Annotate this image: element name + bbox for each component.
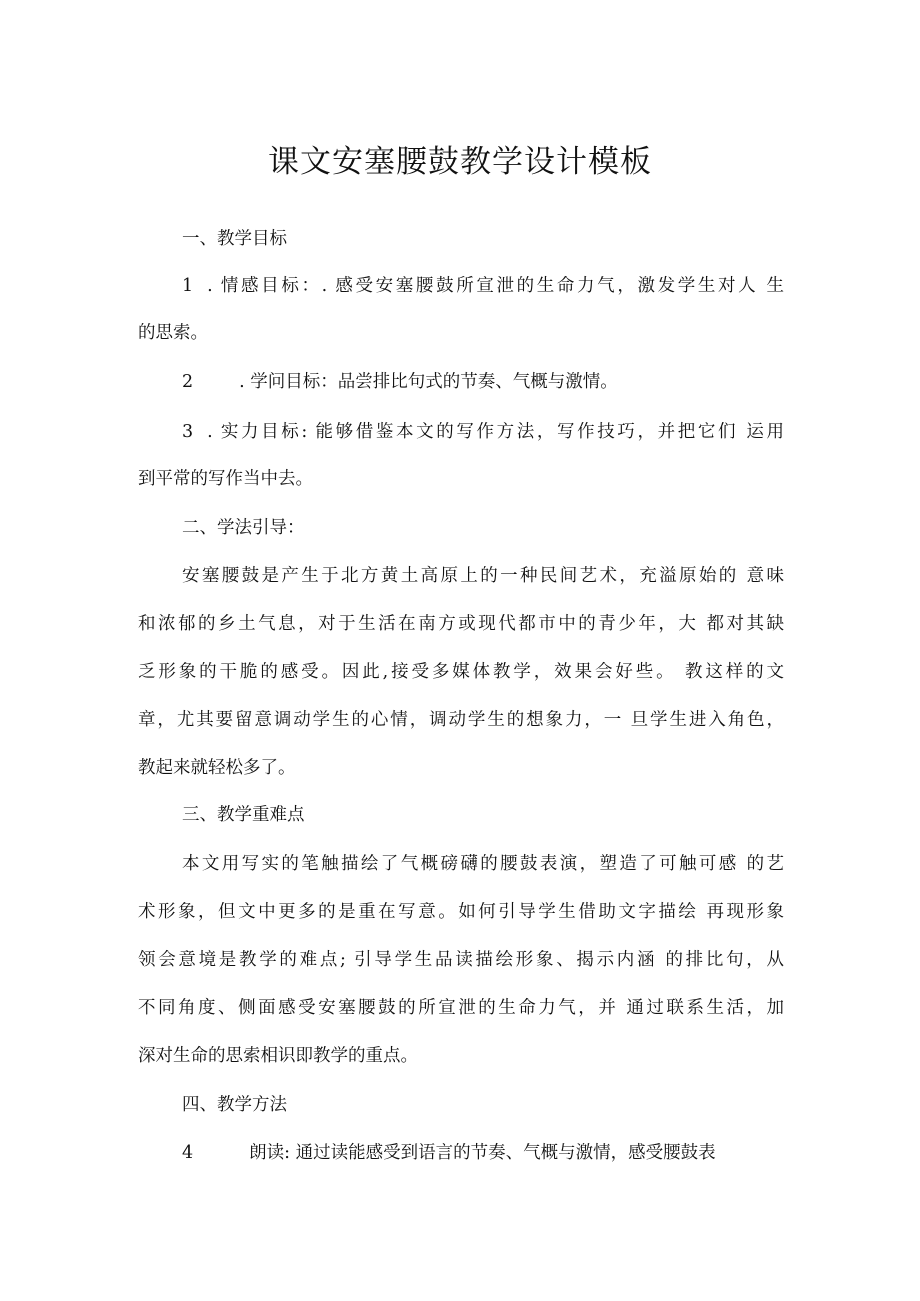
objective-item-2 bbox=[182, 368, 618, 396]
objective-item-3 bbox=[182, 418, 784, 446]
objective-item-1 bbox=[182, 272, 784, 300]
teaching-method-item-4 bbox=[182, 1139, 716, 1167]
study-method-paragraph-line: 和浓郁的乡土气息，对于生活在南方或现代都市中的青少年，大 都对其缺 bbox=[138, 614, 784, 634]
item-text: . 情感目标：. 感受安塞腰鼓所宣泄的生命力气，激发学生对人 生 bbox=[207, 276, 784, 296]
item-number: 3 bbox=[182, 422, 194, 442]
study-method-paragraph-line: 教起来就轻松多了。 bbox=[138, 758, 296, 778]
key-points-paragraph-line: 领会意境是教学的难点; 引导学生品读描绘形象、揭示内涵 的排比句，从 bbox=[138, 950, 784, 970]
key-points-paragraph-line: 本文用写实的笔触描绘了气概磅礴的腰鼓表演，塑造了可触可感 的艺 bbox=[182, 854, 784, 874]
key-points-paragraph-line: 深对生命的思索相识即教学的重点。 bbox=[138, 1046, 418, 1066]
section-heading-objectives: 一、教学目标 bbox=[182, 229, 287, 249]
item-number: 4 bbox=[182, 1143, 194, 1163]
key-points-paragraph-line: 术形象，但文中更多的是重在写意。如何引导学生借助文字描绘 再现形象 bbox=[138, 902, 784, 922]
section-heading-study-method: 二、学法引导： bbox=[182, 518, 305, 538]
section-heading-teaching-method: 四、教学方法 bbox=[182, 1095, 287, 1115]
item-text: 朗读: 通过读能感受到语言的节奏、气概与激情，感受腰鼓表 bbox=[249, 1143, 716, 1163]
item-number: 2 bbox=[182, 372, 194, 392]
study-method-paragraph-line: 乏形象的干脆的感受。因此,接受多媒体教学，效果会好些。 教这样的文 bbox=[138, 662, 784, 682]
item-number: 1 bbox=[182, 276, 194, 296]
study-method-paragraph-line: 章，尤其要留意调动学生的心情，调动学生的想象力，一 旦学生进入角色， bbox=[138, 710, 784, 730]
item-text: . 实力目标: 能够借鉴本文的写作方法，写作技巧，并把它们 运用 bbox=[207, 422, 784, 442]
page-title: 课文安塞腰鼓教学设计模板 bbox=[268, 144, 652, 180]
objective-item-1-continued: 的思索。 bbox=[138, 323, 208, 343]
item-text: . 学问目标：品尝排比句式的节奏、气概与激情。 bbox=[239, 372, 618, 392]
objective-item-3-continued: 到平常的写作当中去。 bbox=[138, 469, 313, 489]
section-heading-key-points: 三、教学重难点 bbox=[182, 805, 305, 825]
key-points-paragraph-line: 不同角度、侧面感受安塞腰鼓的所宣泄的生命力气，并 通过联系生活，加 bbox=[138, 998, 784, 1018]
study-method-paragraph-line: 安塞腰鼓是产生于北方黄土高原上的一种民间艺术，充溢原始的 意味 bbox=[182, 566, 784, 586]
